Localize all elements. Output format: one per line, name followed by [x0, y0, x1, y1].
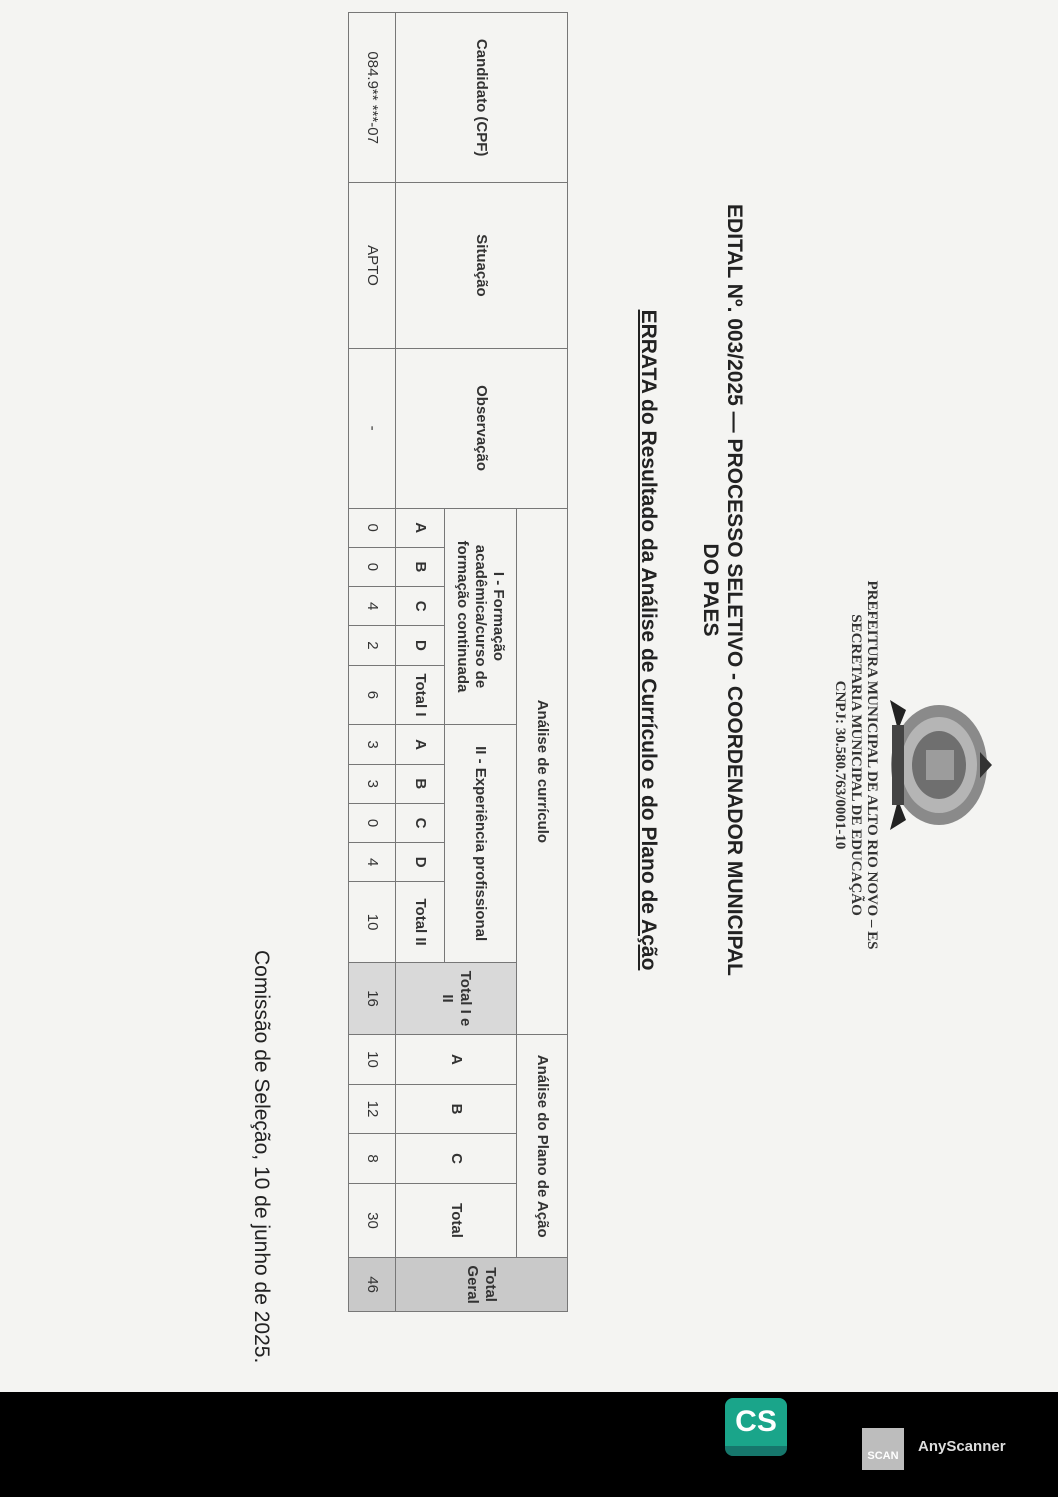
- cell-formacao-a: 0: [349, 508, 396, 547]
- results-table: [348, 12, 568, 1312]
- header-experiencia-d: D: [395, 843, 444, 882]
- document-subtitle: ERRATA do Resultado da Análise de Currículo e do Plano de Ação: [637, 309, 660, 971]
- header-situacao: Situação: [395, 183, 567, 348]
- header-plano-a: A: [395, 1035, 516, 1085]
- cell-situacao: APTO: [349, 183, 396, 348]
- letterhead: [832, 440, 880, 1090]
- scan-badge-icon: SCAN: [862, 1428, 904, 1470]
- header-observacao: Observação: [395, 348, 567, 508]
- cell-formacao-c: 4: [349, 587, 396, 626]
- letterhead-line-2: SECRETARIA MUNICIPAL DE EDUCAÇÃO: [848, 614, 864, 916]
- cell-formacao-d: 2: [349, 626, 396, 665]
- cell-plano-a: 10: [349, 1035, 396, 1085]
- header-formacao: I - Formação acadêmica/curso de formação continuada: [444, 508, 516, 725]
- header-experiencia-c: C: [395, 803, 444, 842]
- header-experiencia: II - Experiência profissional: [444, 725, 516, 962]
- header-total-ii: Total II: [395, 882, 444, 963]
- cell-experiencia-d: 4: [349, 843, 396, 882]
- cell-experiencia-b: 3: [349, 764, 396, 803]
- cell-observacao: -: [349, 348, 396, 508]
- header-candidato: Candidato (CPF): [395, 13, 567, 183]
- header-analise-plano: Análise do Plano de Ação: [516, 1035, 567, 1258]
- header-formacao-d: D: [395, 626, 444, 665]
- cell-plano-b: 12: [349, 1084, 396, 1134]
- municipal-coat-of-arms-icon: [884, 690, 994, 840]
- cell-formacao-b: 0: [349, 547, 396, 586]
- signature-line: Comissão de Seleção, 10 de junho de 2025.: [250, 950, 273, 1364]
- header-total-i: Total I: [395, 665, 444, 725]
- header-total-geral: Total Geral: [395, 1258, 567, 1312]
- cell-experiencia-a: 3: [349, 725, 396, 764]
- cell-total-ii: 10: [349, 882, 396, 963]
- header-total-i-ii: Total I e II: [395, 962, 516, 1034]
- header-experiencia-b: B: [395, 764, 444, 803]
- cell-plano-total: 30: [349, 1183, 396, 1257]
- table-row: [349, 13, 396, 1312]
- document-title: EDITAL Nº. 003/2025 — PROCESSO SELETIVO - COORDENADOR MUNICIPAL DO PAES: [699, 204, 746, 976]
- header-formacao-a: A: [395, 508, 444, 547]
- letterhead-line-3: CNPJ: 30.580.763/0001-10: [832, 680, 848, 850]
- cell-total-i-ii: 16: [349, 962, 396, 1034]
- header-plano-total: Total: [395, 1183, 516, 1257]
- cell-experiencia-c: 0: [349, 803, 396, 842]
- cell-total-geral: 46: [349, 1258, 396, 1312]
- letterhead-line-1: PREFEITURA MUNICIPAL DE ALTO RIO NOVO – ES: [864, 580, 880, 950]
- camscanner-logo-icon: CS: [725, 1398, 787, 1456]
- anyscanner-brand: AnyScanner: [918, 1438, 1006, 1455]
- header-plano-c: C: [395, 1134, 516, 1184]
- cell-plano-c: 8: [349, 1134, 396, 1184]
- header-analise-curriculo: Análise de currículo: [516, 508, 567, 1035]
- header-plano-b: B: [395, 1084, 516, 1134]
- cell-cpf: 084.9** ***-07: [349, 13, 396, 183]
- header-experiencia-a: A: [395, 725, 444, 764]
- header-formacao-c: C: [395, 587, 444, 626]
- cell-total-i: 6: [349, 665, 396, 725]
- header-formacao-b: B: [395, 547, 444, 586]
